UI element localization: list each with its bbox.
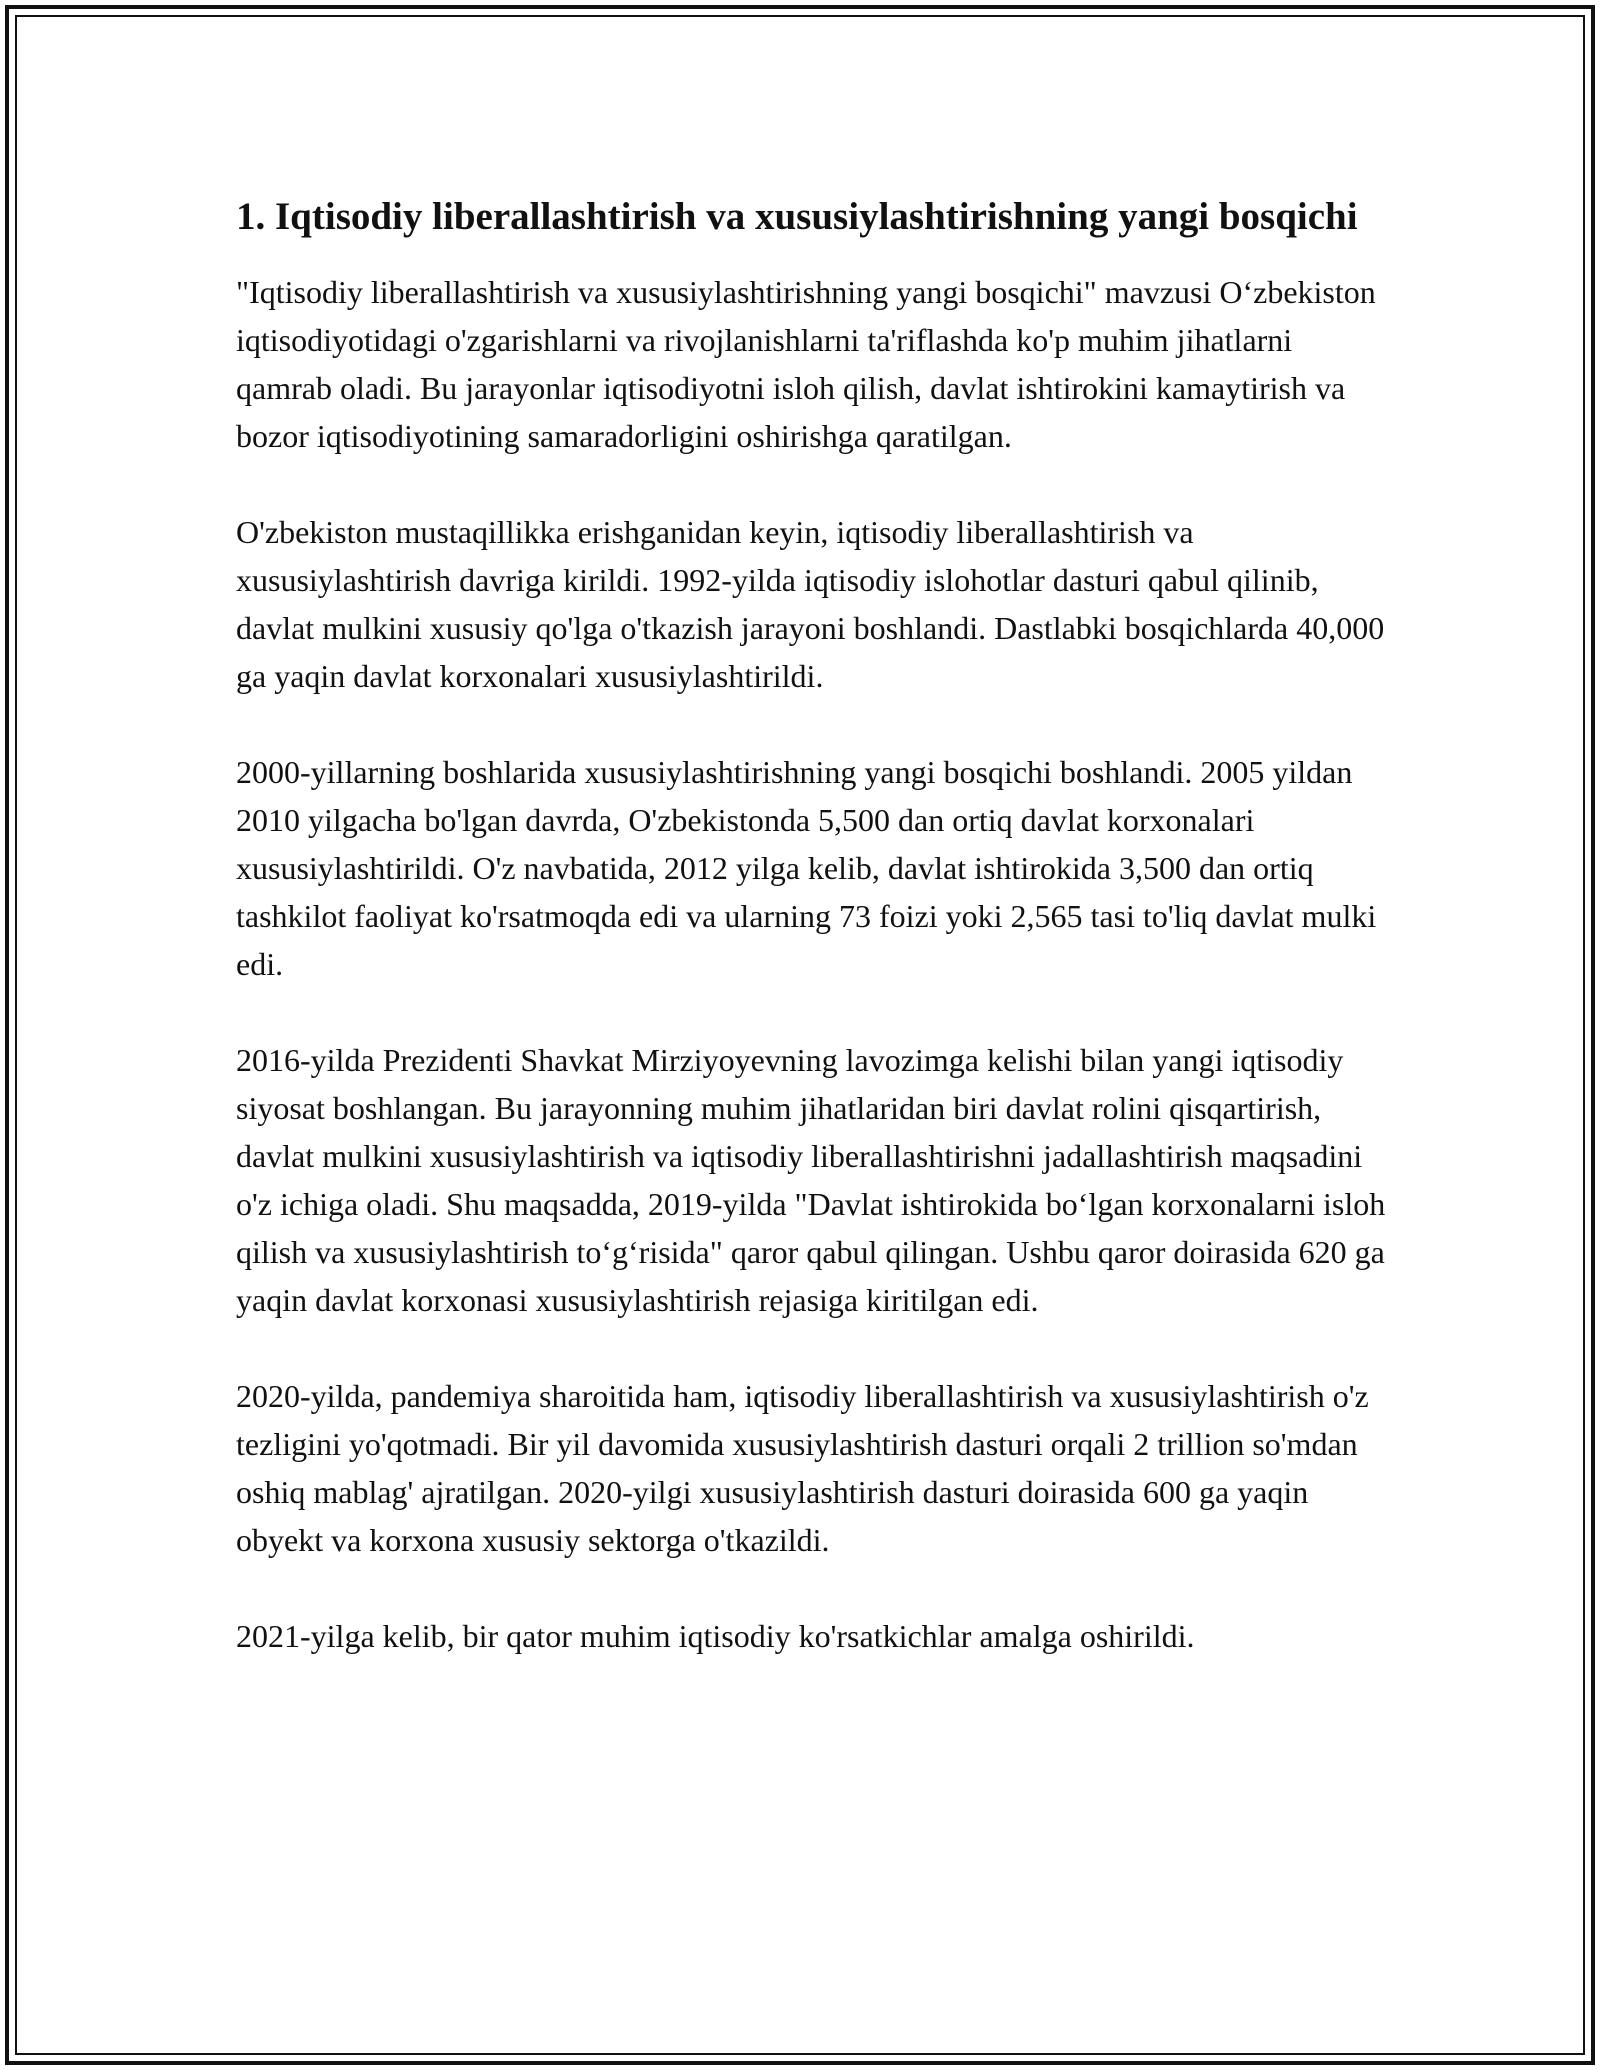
paragraph-2021: 2021-yilga kelib, bir qator muhim iqtisodiy ko'rsatkichlar amalga oshirildi. xyxy=(236,1618,1195,1654)
paragraph-independence: O'zbekiston mustaqillikka erishganidan keyin, iqtisodiy liberallashtirish va xususiylashtirish davriga kirildi. 1992-yilda iqtisodiy islohotlar dasturi qabul qilinib, davlat mulkini xususiy qo'lga o'tkazish jarayoni boshlandi. Dastlabki bosqichlarda 40,000 ga yaqin davlat korxonalari xususiylashtirildi. xyxy=(236,514,1385,694)
paragraph-intro: "Iqtisodiy liberallashtirish va xususiylashtirishning yangi bosqichi" mavzusi O‘zbekiston iqtisodiyotidagi o'zgarishlarni va rivojlanishlarni ta'riflashda ko'p muhim jihatlarni qamrab oladi. Bu jarayonlar iqtisodiyotni isloh qilish, davlat ishtirokini kamaytirish va bozor iqtisodiyotining samaradorligini oshirishga qaratilgan. xyxy=(236,274,1376,454)
paragraph-2000s: 2000-yillarning boshlarida xususiylashtirishning yangi bosqichi boshlandi. 2005 yildan 2010 yilgacha bo'lgan davrda, O'zbekistonda 5,500 dan ortiq davlat korxonalari xususiylashtirildi. O'z navbatida, 2012 yilga kelib, davlat ishtirokida 3,500 dan ortiq tashkilot faoliyat ko'rsatmoqda edi va ularning 73 foizi yoki 2,565 tasi to'liq davlat mulki edi. xyxy=(236,754,1377,982)
paragraph-2020: 2020-yilda, pandemiya sharoitida ham, iqtisodiy liberallashtirish va xususiylashtirish o'z tezligini yo'qotmadi. Bir yil davomida xususiylashtirish dasturi orqali 2 trillion so'mdan oshiq mablag' ajratilgan. 2020-yilgi xususiylashtirish dasturi doirasida 600 ga yaqin obyekt va korxona xususiy sektorga o'tkazildi. xyxy=(236,1378,1369,1558)
document-body xyxy=(236,188,1386,1708)
paragraph-2016: 2016-yilda Prezidenti Shavkat Mirziyoyevning lavozimga kelishi bilan yangi iqtisodiy siyosat boshlangan. Bu jarayonning muhim jihatlaridan biri davlat rolini qisqartirish, davlat mulkini xususiylashtirish va iqtisodiy liberallashtirishni jadallashtirish maqsadini o'z ichiga oladi. Shu maqsadda, 2019-yilda "Davlat ishtirokida bo‘lgan korxonalarni isloh qilish va xususiylashtirish to‘g‘risida" qaror qabul qilingan. Ushbu qaror doirasida 620 ga yaqin davlat korxonasi xususiylashtirish rejasiga kiritilgan edi. xyxy=(236,1042,1386,1318)
section-heading: 1. Iqtisodiy liberallashtirish va xususiylashtirishning yangi bosqichi xyxy=(236,195,1358,238)
